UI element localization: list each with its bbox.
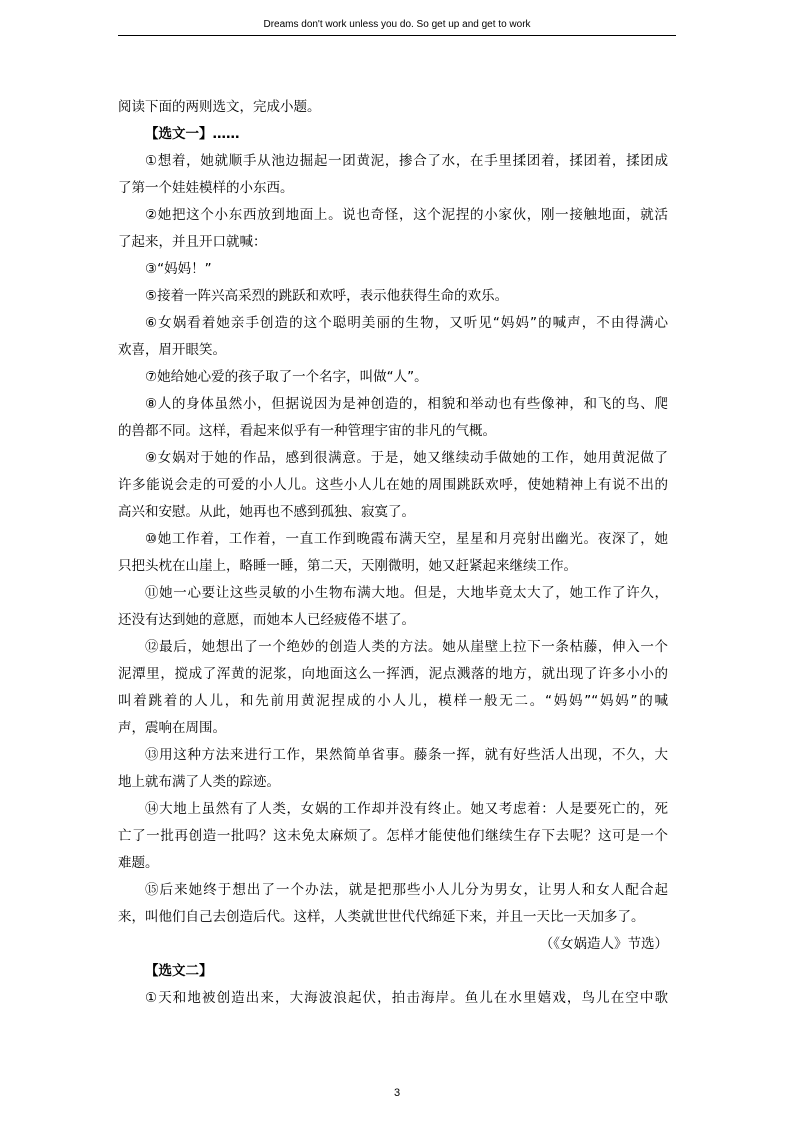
- paragraph-line: 亡了一批再创造一批吗？这未免太麻烦了。怎样才能使他们继续生存下去呢？这可是一个: [118, 828, 668, 844]
- paragraph-line: ①天和地被创造出来，大海波浪起伏，拍击海岸。鱼儿在水里嬉戏，鸟儿在空中歌: [145, 990, 668, 1006]
- page-number: 3: [393, 1087, 401, 1099]
- paragraph-line: ③“妈妈！”: [145, 261, 212, 277]
- paragraph-line: ⑧人的身体虽然小，但据说因为是神创造的，相貌和举动也有些像神，和飞的鸟、爬: [145, 396, 668, 412]
- paragraph-line: 地上就布满了人类的踪迹。: [118, 774, 280, 790]
- section-heading-2: 【选文二】: [145, 963, 213, 979]
- paragraph-line: ⑦她给她心爱的孩子取了一个名字，叫做“人”。: [145, 369, 428, 385]
- paragraph-line: ⑤接着一阵兴高采烈的跳跃和欢呼，表示他获得生命的欢乐。: [145, 288, 509, 304]
- paragraph-line: ⑨女娲对于她的作品，感到很满意。于是，她又继续动手做她的工作，她用黄泥做了: [145, 450, 668, 466]
- page-header: Dreams don't work unless you do. So get up and get to work: [263, 19, 531, 30]
- paragraph-line: 难题。: [118, 855, 159, 871]
- document-body: [118, 94, 668, 1012]
- paragraph-line: 高兴和安慰。从此，她再也不感到孤独、寂寞了。: [118, 504, 415, 520]
- paragraph-line: ②她把这个小东西放到地面上。说也奇怪，这个泥捏的小家伙，刚一接触地面，就活: [145, 207, 668, 223]
- paragraph-line: ⑩她工作着，工作着，一直工作到晚霞布满天空，星星和月亮射出幽光。夜深了，她: [145, 531, 668, 547]
- source-citation: （《女娲造人》节选）: [539, 936, 668, 952]
- paragraph-line: ⑬用这种方法来进行工作，果然简单省事。藤条一挥，就有好些活人出现，不久，大: [145, 747, 668, 763]
- paragraph-line: 了起来，并且开口就喊：: [118, 234, 267, 250]
- paragraph-line: ⑪她一心要让这些灵敏的小生物布满大地。但是，大地毕竟太大了，她工作了许久，: [145, 585, 668, 601]
- paragraph-line: ①想着，她就顺手从池边掘起一团黄泥，掺合了水，在手里揉团着，揉团着，揉团成: [145, 153, 668, 169]
- paragraph-line: 泥潭里，搅成了浑黄的泥浆，向地面这么一挥洒，泥点溅落的地方，就出现了许多小小的: [118, 666, 668, 682]
- paragraph-line: 了第一个娃娃模样的小东西。: [118, 180, 294, 196]
- section-heading-1: 【选文一】……: [145, 126, 240, 142]
- paragraph-line: 欢喜，眉开眼笑。: [118, 342, 226, 358]
- intro-instruction: 阅读下面的两则选文，完成小题。: [118, 99, 321, 115]
- paragraph-line: 来，叫他们自己去创造后代。这样，人类就世世代代绵延下来，并且一天比一天加多了。: [118, 909, 645, 925]
- paragraph-line: 只把头枕在山崖上，略睡一睡，第二天，天刚微明，她又赶紧起来继续工作。: [118, 558, 577, 574]
- paragraph-line: 许多能说会走的可爱的小人儿。这些小人儿在她的周围跳跃欢呼，使她精神上有说不出的: [118, 477, 668, 493]
- paragraph-line: 还没有达到她的意愿，而她本人已经疲倦不堪了。: [118, 612, 415, 628]
- header-rule: [118, 35, 676, 36]
- paragraph-line: 声，震响在周围。: [118, 720, 226, 736]
- paragraph-line: ⑭大地上虽然有了人类，女娲的工作却并没有终止。她又考虑着：人是要死亡的，死: [145, 801, 668, 817]
- paragraph-line: 的兽都不同。这样，看起来似乎有一种管理宇宙的非凡的气概。: [118, 423, 496, 439]
- paragraph-line: ⑥女娲看着她亲手创造的这个聪明美丽的生物，又听见“妈妈”的喊声，不由得满心: [145, 315, 668, 331]
- paragraph-line: 叫着跳着的人儿，和先前用黄泥捏成的小人儿，模样一般无二。“妈妈”“妈妈”的喊: [118, 693, 668, 709]
- paragraph-line: ⑮后来她终于想出了一个办法，就是把那些小人儿分为男女，让男人和女人配合起: [145, 882, 668, 898]
- paragraph-line: ⑫最后，她想出了一个绝妙的创造人类的方法。她从崖壁上拉下一条枯藤，伸入一个: [145, 639, 668, 655]
